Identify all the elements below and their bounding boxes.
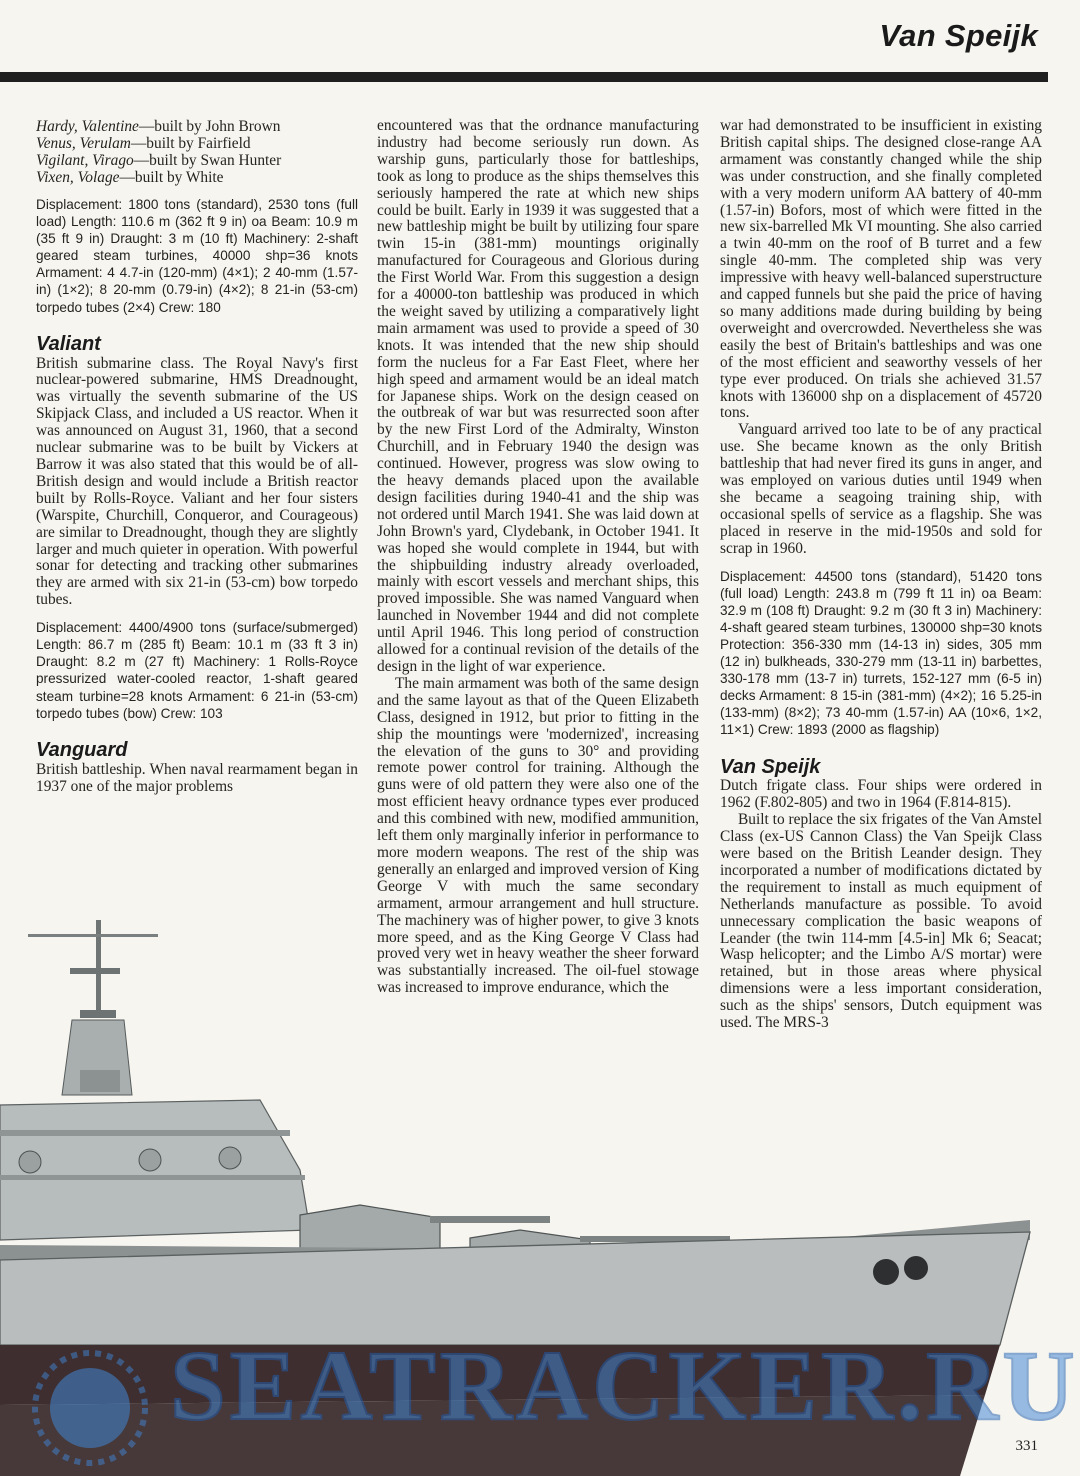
vanguard-intro: British battleship. When naval rearmament began in 1937 one of the major problems (36, 760, 358, 795)
builder-line: Hardy, Valentine—built by John Brown (36, 118, 281, 135)
column-middle (377, 118, 699, 997)
director-tower (80, 1070, 120, 1092)
builder-line: Vigilant, Virago—built by Swan Hunter (36, 152, 282, 169)
aa-mount-icon (19, 1151, 41, 1173)
b-turret-guns (430, 1216, 550, 1223)
mast-platform (70, 968, 120, 974)
mast-platform (80, 1010, 116, 1018)
column-left (36, 118, 358, 795)
column-right (720, 118, 1042, 1032)
valiant-heading: Valiant (36, 332, 101, 355)
header-rule (0, 72, 1048, 82)
valiant-spec: Displacement: 4400/4900 tons (surface/submerged) Length: 86.7 m (285 ft) Beam: 10.1 m (33 ft 3 in) Draught: 8.2 m (27 ft) Machinery: 1 Rolls-Royce pressurized water-cooled reactor, 1-shaft geared steam turbine=28 knots Armament: 6 21-in (53-cm) torpedo tubes (bow) Crew: 103 (36, 620, 358, 721)
page-number: 331 (1015, 1438, 1038, 1454)
sun-emblem-icon (50, 1368, 130, 1448)
yardarm (28, 934, 158, 937)
vanspeijk-heading: Van Speijk (720, 755, 821, 778)
superstructure-deck (0, 1130, 290, 1136)
watermark-text: SEATRACKER.RU (170, 1330, 1079, 1441)
aa-mount-icon (219, 1147, 241, 1169)
vanguard-paragraph-1: encountered was that the ordnance manufacturing industry had become seriously run down. As warship guns, particularly those for battleships, took as long to produce as the ships themselves this seriously hampered the rate at which new ships could be built. Early in 1939 it was suggested that a new battleship might be built by utilizing four spare twin 15-in (381-mm) mountings originally manufactured for Courageous and Glorious during the First World War. From this suggestion a design for a 40000-ton battleship was produced in which the weight saved by utilizing a comparatively light main armament was used to provide a speed of 30 knots. It was intended that the new ship should form the nucleus for a Far East Fleet, where her high speed and armament would be an ideal match for Japanese ships. Work on the design ceased on the outbreak of war but was resurrected soon after by the new First Lord of the Admiralty, Winston Churchill, and in February 1940 the design was continued. However, progress was slow owing to the heavy demands placed upon the available design facilities during 1940-41 and the ship was not ordered until March 1941. She was laid down at John Brown's yard, Clydebank, in October 1941. It was hoped she would complete in 1944, but with the shipbuilding industry already overloaded, mainly with escort vessels and merchant ships, this proved impossible. She was named Vanguard when launched in November 1944 and did not complete until April 1946. This long period of construction allowed for a continual revision of the details of the design in the light of war experience. (377, 117, 699, 675)
hawse-icon (904, 1256, 928, 1280)
page-header-title: Van Speijk (879, 18, 1038, 53)
vanguard-paragraph-2: The main armament was both of the same design and the same layout as that of the Queen Elizabeth Class, designed in 1912, but prior to fitting in the ship the mountings were 'modernized', increasing the elevation of the guns to 30° and providing remote power control for training. Although the guns were of old pattern they were also one of the most efficient heavy ordnance types ever produced and this combined with new, modified ammunition, left them only marginally inferior in performance to more modern weapons. The rest of the ship was generally an enlarged and improved version of King George V with much the same secondary armament, armour arrangement and hull structure. The machinery was of higher power, to give 3 knots more speed, and as the King George V Class had proved very wet in heavy weather the sheer forward was substantially increased. The oil-fuel stowage was increased to improve endurance, which the (377, 674, 699, 997)
aa-mount-icon (139, 1149, 161, 1171)
hardy-spec: Displacement: 1800 tons (standard), 2530 tons (full load) Length: 110.6 m (362 ft 9 in) oa Beam: 10.9 m (35 ft 9 in) Draught: 3 m (10 ft) Machinery: 2-shaft geared steam turbines, 40000 shp=36 knots Armament: 4 4.7-in (120-mm) (4×1); 2 40-mm (1.57-in) (1×2); 8 20-mm (0.79-in) (4×2); 8 21-in (53-cm) torpedo tubes (2×4) Crew: 180 (36, 197, 358, 315)
vanguard-paragraph-3: war had demonstrated to be insufficient in existing British capital ships. The designed close-range AA armament was constantly changed while the ship was under construction, and she finally completed with a very modern uniform AA battery of 40-mm (1.57-in) Bofors, most of which were fitted in the new six-barrelled Mk VI mounting. She also carried a twin 40-mm on the roof of B turret and a few single 40-mm. The completed ship was very impressive with heavy well-balanced superstructure and capped funnels but she paid the price of having so many additions made during building by being overweight and overcrowded. Nevertheless she was easily the best of Britain's battleships and was one of the most efficient and seaworthy vessels of her type ever produced. On trials she achieved 31.57 knots with 136000 shp on a displacement of 45720 tons. (720, 117, 1042, 422)
valiant-body: British submarine class. The Royal Navy's first nuclear-powered submarine, HMS Dreadnought, was virtually the seventh submarine of the US Skipjack Class, and included a US reactor. When it was announced on August 31, 1960, that a second nuclear submarine was to be built by Vickers at Barrow it was also stated that this would be of all-British design and would include a British reactor built by Rolls-Royce. Valiant and her four sisters (Warspite, Churchill, Conqueror, and Courageous) are similar to Dreadnought, though they are slightly larger and much quieter in operation. With powerful sonar for detecting and tracking other submarines they are armed with six 21-in (53-cm) bow torpedo tubes. (36, 354, 358, 609)
superstructure-deck (0, 1175, 305, 1180)
hardy-builders-list (36, 118, 358, 186)
vanguard-heading: Vanguard (36, 738, 128, 761)
builder-line: Vixen, Volage—built by White (36, 169, 224, 186)
b-turret (300, 1205, 440, 1252)
vanspeijk-paragraph-2: Built to replace the six frigates of the Van Amstel Class (ex-US Cannon Class) the Van Speijk Class were based on the British Leander design. They incorporated a number of modifications dictated by the requirement to install as much equipment of Netherlands manufacture as possible. To avoid unnecessary complication the basic weapons of Leander (the twin 114-mm [4.5-in] Mk 6; Seacat; Wasp helicopter; and the Limbo A/S mortar) were retained, but in those areas where physical dimensions were a less important consideration, such as the ships' sensors, Dutch equipment was used. The MRS-3 (720, 811, 1042, 1032)
vanguard-paragraph-4: Vanguard arrived too late to be of any practical use. She became known as the only British battleship that had never fired its guns in anger, and was employed on various duties until 1949 when she became a seagoing training ship, with occasional spells of service as a flagship. She was placed in reserve in the mid-1950s and sold for scrap in 1960. (720, 421, 1042, 557)
vanspeijk-paragraph-1: Dutch frigate class. Four ships were ordered in 1962 (F.802-805) and two in 1964 (F.814-815). (720, 777, 1042, 812)
builder-line: Venus, Verulam—built by Fairfield (36, 135, 251, 152)
hawse-icon (873, 1259, 899, 1285)
vanguard-spec: Displacement: 44500 tons (standard), 51420 tons (full load) Length: 243.8 m (799 ft 11 in) oa Beam: 32.9 m (108 ft) Draught: 9.2 m (30 ft 3 in) Machinery: 4-shaft geared steam turbines, 130000 shp=30 knots Protection: 356-330 mm (14-13 in) sides, 305 mm (12 in) bulkheads, 330-279 mm (13-11 in) barbettes, 330-178 mm (13-7 in) turrets, 152-127 mm (6-5 in) decks Armament: 8 15-in (381-mm) (4×2); 16 5.25-in (133-mm) (8×2); 73 40-mm (1.57-in) AA (10×6, 1×2, 11×1) Crew: 1893 (2000 as flagship) (720, 568, 1042, 738)
